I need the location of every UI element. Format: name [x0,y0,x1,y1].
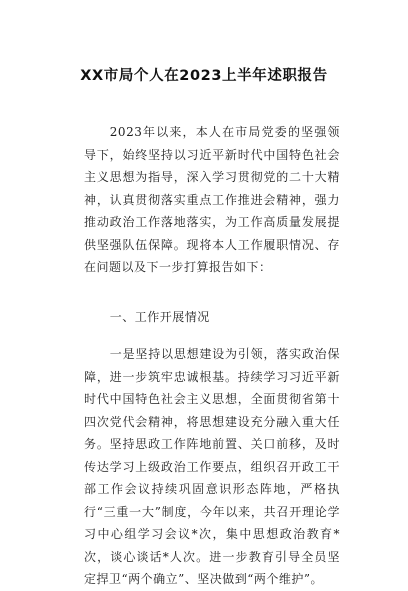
body-paragraph: 一是坚持以思想建设为引领，落实政治保障，进一步筑牢忠诚根基。持续学习习近平新时代中国特色社会主义思想，全面贯彻省第十四次党代会精神，将思想建设充分融入重大任务。坚持思政工作阵地前置、关口前移，及时传达学习上级政治工作要点，组织召开政工干部工作会议持续巩固意识形态阵地，严格执行“三重一大”制度，今年以来，共召开理论学习中心组学习会议*次，集中思想政治教育*次，谈心谈话*人次。进一步教育引导全员坚定捍卫“两个确立”、坚决做到“两个维护”。 [84,347,340,586]
document-title: XX市局个人在2023上半年述职报告 [80,68,328,84]
section-heading: 一、工作开展情况 [109,310,210,324]
intro-paragraph: 2023年以来，本人在市局党委的坚强领导下，始终坚持以习近平新时代中国特色社会主义思想为指导，深入学习贯彻党的二十大精神，认真贯彻落实重点工作推进会精神，强力推动政治工作落地落实，为工作高质量发展提供坚强队伍保障。现将本人工作履职情况、存在问题以及下一步打算报告如下： [84,125,340,274]
